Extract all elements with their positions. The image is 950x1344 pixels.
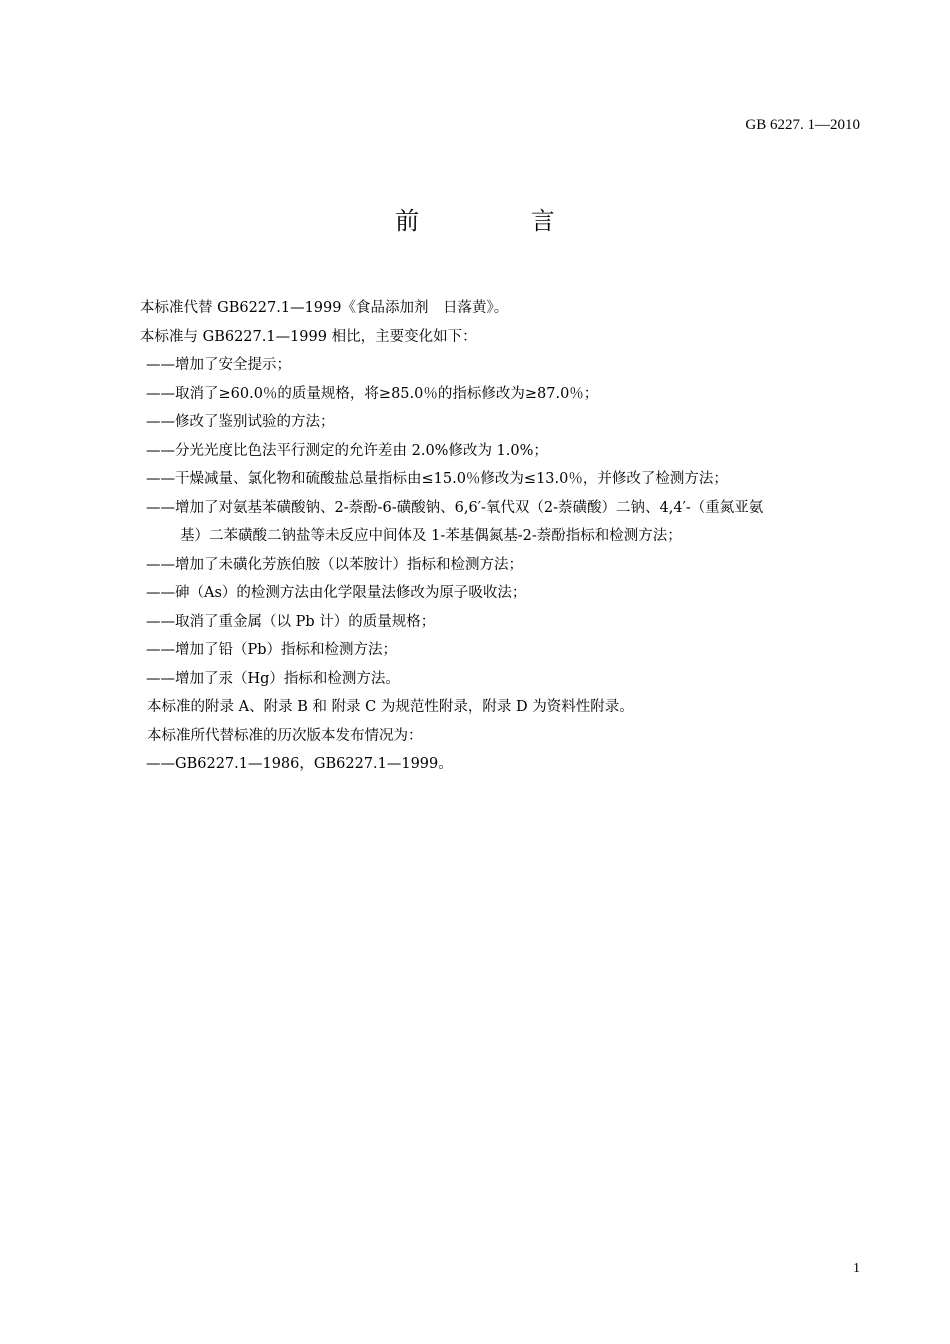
list-item: ——取消了≥60.0％的质量规格，将≥85.0％的指标修改为≥87.0％； xyxy=(146,385,599,402)
page-number: 1 xyxy=(853,1261,860,1276)
list-item-continuation: 基）二苯磺酸二钠盐等未反应中间体及 1-苯基偶氮基-2-萘酚指标和检测方法； xyxy=(180,528,682,544)
list-item: ——GB6227.1—1986，GB6227.1—1999。 xyxy=(146,756,453,772)
list-item: ——取消了重金属（以 Pb 计）的质量规格； xyxy=(146,613,436,630)
list-item: ——砷（As）的检测方法由化学限量法修改为原子吸收法； xyxy=(146,585,527,601)
list-item: ——干燥减量、氯化物和硫酸盐总量指标由≤15.0％修改为≤13.0％，并修改了检测方法； xyxy=(146,471,728,487)
list-item: ——增加了安全提示； xyxy=(146,357,291,373)
text-line: 本标准所代替标准的历次版本发布情况为： xyxy=(147,727,423,744)
list-item: ——分光光度比色法平行测定的允许差由 2.0%修改为 1.0%； xyxy=(146,442,548,459)
text-line: 本标准代替 GB6227.1—1999《食品添加剂 日落黄》。 xyxy=(140,300,509,316)
list-item: ——增加了对氨基苯磺酸钠、2-萘酚-6-磺酸钠、6,6′-氧代双（2-萘磺酸）二钠、4,4′-（重氮亚氨 xyxy=(146,499,764,516)
list-item: ——增加了铅（Pb）指标和检测方法； xyxy=(146,642,398,658)
page-title: 前 言 xyxy=(395,207,607,235)
list-item: ——修改了鉴别试验的方法； xyxy=(146,414,335,430)
text-line: 本标准与 GB6227.1—1999 相比，主要变化如下： xyxy=(140,328,477,345)
foreword-body xyxy=(140,294,862,779)
list-item: ——增加了汞（Hg）指标和检测方法。 xyxy=(146,670,400,687)
text-line: 本标准的附录 A、附录 B 和 附录 C 为规范性附录，附录 D 为资料性附录。 xyxy=(147,699,634,715)
standard-code: GB 6227. 1—2010 xyxy=(745,117,860,133)
list-item: ——增加了未磺化芳族伯胺（以苯胺计）指标和检测方法； xyxy=(146,556,523,573)
